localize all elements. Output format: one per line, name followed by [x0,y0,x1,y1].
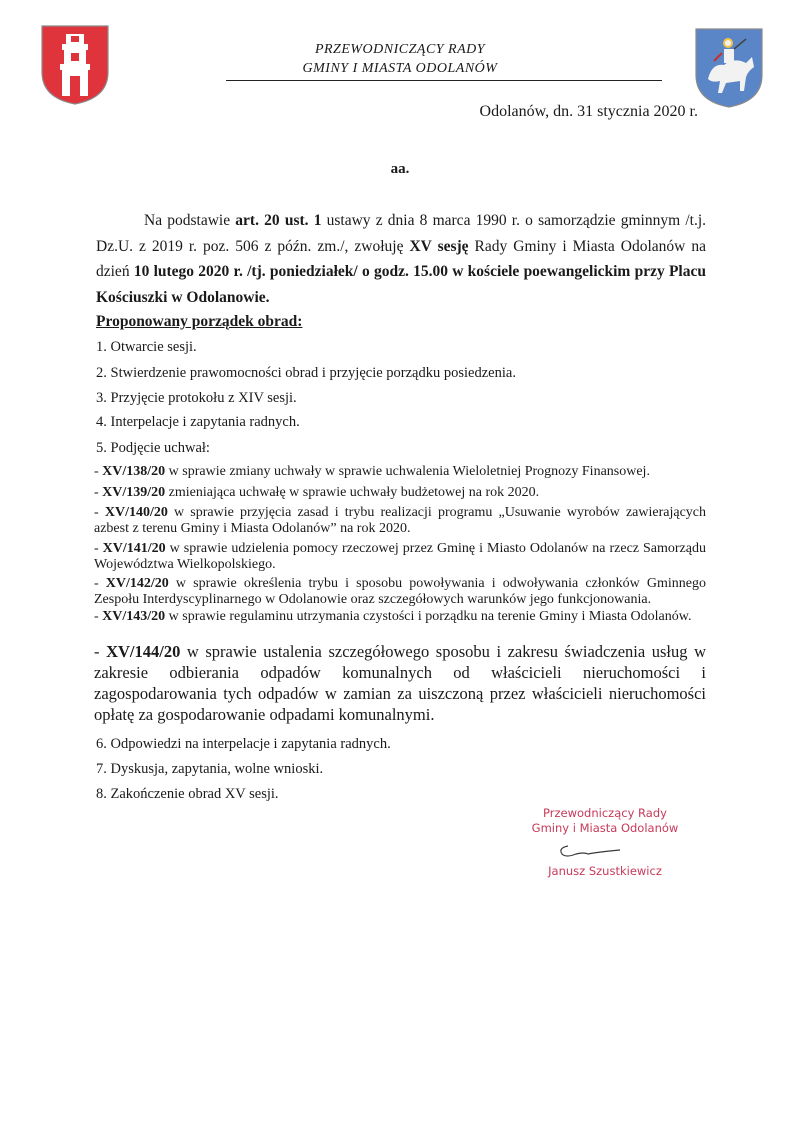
reference-code: aa. [390,161,410,177]
resolution-number: XV/141/20 [102,541,166,556]
intro-text: ustawy z dnia 8 marca 1990 r. o samorządzie gminnym /t.j. Dz.U. z 2019 r. poz. 506 z późn. zm./, zwołuję [96,212,707,255]
resolution-number: XV/144/20 [106,642,181,661]
agenda-item: 5. Podjęcie uchwał: [96,440,210,456]
intro-session: XV sesję [409,237,469,255]
resolution-item: - XV/138/20 w sprawie zmiany uchwały w sprawie uchwalenia Wieloletniej Prognozy Finansowej. [94,464,650,479]
header-divider [226,80,662,81]
agenda-item: 7. Dyskusja, zapytania, wolne wnioski. [96,761,324,777]
intro-article: art. 20 ust. 1 [235,212,322,229]
intro-text: Na podstawie [144,212,236,229]
agenda-item: 3. Przyjęcie protokołu z XIV sesji. [96,390,297,406]
agenda-item: 2. Stwierdzenie prawomocności obrad i przyjęcie porządku posiedzenia. [96,365,516,381]
resolution-number: XV/139/20 [102,485,166,500]
resolution-text: w sprawie regulaminu utrzymania czystości i porządku na terenie Gminy i Miasta Odolanów. [165,609,692,624]
resolution-item: - XV/144/20 w sprawie ustalenia szczegółowego sposobu i zakresu świadczenia usług w zakresie odbierania odpadów komunalnych od właścicieli nieruchomości i zagospodarowania tych odpadów w zamian za uiszczoną przez właścicieli nieruchomości opłatę za gospodarowanie odpadami komunalnymi. [94,642,706,724]
resolution-item: - XV/143/20 w sprawie regulaminu utrzymania czystości i porządku na terenie Gminy i Miasta Odolanów. [94,609,692,624]
resolution-item: - XV/142/20 w sprawie określenia trybu i sposobu powoływania i odwoływania członków Gminnego Zespołu Interdyscyplinarnego w Odolanowie oraz szczegółowych warunków jego funkcjonowania. [94,576,706,607]
resolution-item: - XV/139/20 zmieniająca uchwałę w sprawie uchwały budżetowej na rok 2020. [94,485,540,500]
agenda-item: 8. Zakończenie obrad XV sesji. [96,786,279,802]
issuer-subtitle: GMINY I MIASTA ODOLANÓW [302,61,498,76]
handwritten-signature-icon [554,840,624,860]
intro-text: Rady Gminy i Miasta Odolanów na dzień [96,237,706,280]
document-date: Odolanów, dn. 31 stycznia 2020 r. [479,103,698,120]
signature-stamp [510,806,700,879]
resolution-text: zmieniająca uchwałę w sprawie uchwały budżetowej na rok 2020. [165,485,540,500]
signature-subtitle: Gminy i Miasta Odolanów [531,821,679,835]
resolution-text: w sprawie przyjęcia zasad i trybu realizacji programu „Usuwanie wyrobów zawierających azbest z terenu Gminy i Miasta Odolanów” na rok 2020. [94,505,707,536]
signatory-name: Janusz Szustkiewicz [548,864,662,878]
resolution-number: XV/142/20 [105,576,169,591]
agenda-item: 4. Interpelacje i zapytania radnych. [96,414,300,430]
resolution-text: w sprawie określenia trybu i sposobu powoływania i odwoływania członków Gminnego Zespołu Interdyscyplinarnego w Odolanowie oraz szczegółowych warunków jego funkcjonowania. [94,576,706,607]
agenda-item: 1. Otwarcie sesji. [96,339,197,355]
issuer-title: PRZEWODNICZĄCY RADY [314,42,486,57]
intro-date-place: 10 lutego 2020 r. /tj. poniedziałek/ o godz. 15.00 w kościele poewangelickim przy Placu Kościuszki w Odolanowie. [96,263,706,306]
agenda-item: 6. Odpowiedzi na interpelacje i zapytania radnych. [96,736,391,752]
resolution-item: - XV/140/20 w sprawie przyjęcia zasad i trybu realizacji programu „Usuwanie wyrobów zawierających azbest z terenu Gminy i Miasta Odolanów” na rok 2020. [94,505,707,536]
issuer-header [0,40,800,78]
agenda-heading: Proponowany porządek obrad: [96,313,303,330]
resolution-item: - XV/141/20 w sprawie udzielenia pomocy rzeczowej przez Gminę i Miasto Odolanów na rzecz Samorządu Województwa Wielkopolskiego. [94,541,706,572]
signature-title: Przewodniczący Rady [543,806,667,820]
resolution-text: w sprawie zmiany uchwały w sprawie uchwalenia Wieloletniej Prognozy Finansowej. [165,464,650,479]
resolution-number: XV/138/20 [102,464,166,479]
resolution-text: w sprawie udzielenia pomocy rzeczowej przez Gminę i Miasto Odolanów na rzecz Samorządu Województwa Wielkopolskiego. [94,541,706,572]
resolution-text: w sprawie ustalenia szczegółowego sposobu i zakresu świadczenia usług w zakresie odbierania odpadów komunalnych od właścicieli nieruchomości i zagospodarowania tych odpadów w zamian za uiszczoną przez właścicieli nieruchomości opłatę za gospodarowanie odpadami komunalnymi. [94,642,706,724]
intro-paragraph [96,208,706,310]
resolution-number: XV/140/20 [104,505,168,520]
resolution-number: XV/143/20 [102,609,166,624]
